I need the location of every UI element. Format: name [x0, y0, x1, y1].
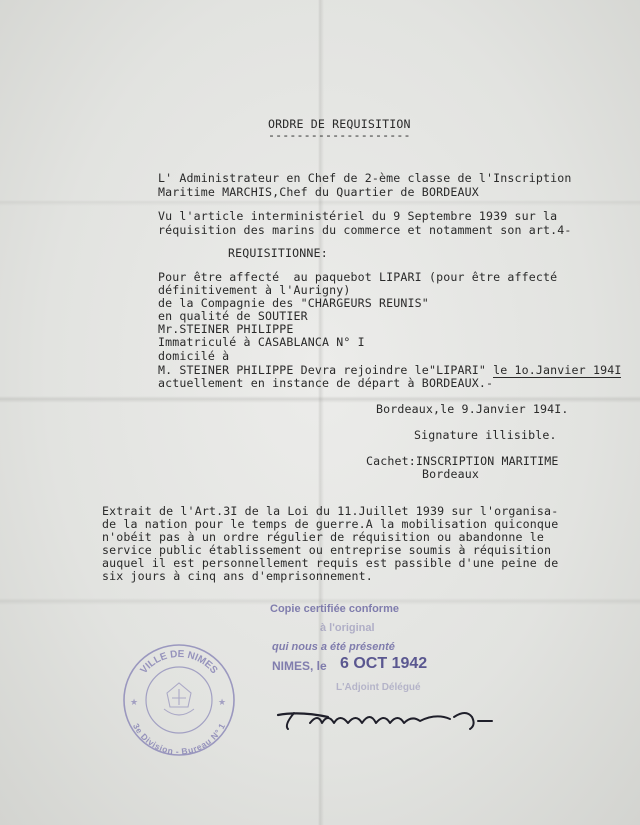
assignment-line: domicilé à — [158, 349, 230, 363]
city-seal — [122, 643, 236, 757]
legal-basis-line-1: Vu l'article interministériel du 9 Septembre 1939 sur la — [158, 209, 558, 223]
document-title: ORDRE DE REQUISITION — [268, 117, 411, 131]
handwritten-signature — [270, 695, 500, 740]
signature-note: Signature illisible. — [414, 428, 557, 442]
title-underline: -------------------- — [268, 128, 411, 142]
extract-line: de la nation pour le temps de guerre.A la mobilisation quiconque — [102, 517, 559, 531]
stamp-date: 6 OCT 1942 — [340, 655, 428, 672]
svg-text:★: ★ — [130, 698, 139, 708]
cachet-city: Bordeaux — [422, 467, 480, 481]
rejoin-text: M. STEINER PHILIPPE Devra rejoindre le"LIPARI" — [158, 363, 494, 377]
assignment-line: de la Compagnie des "CHARGEURS REUNIS" — [158, 296, 429, 310]
place-date: Bordeaux,le 9.Janvier 194I. — [376, 402, 569, 416]
rejoin-date: le 1o.Janvier 194I — [493, 363, 622, 377]
assignment-line: Pour être affecté au paquebot LIPARI (pour être affecté — [158, 270, 558, 284]
extract-line: Extrait de l'Art.3I de la Loi du 11.Juillet 1939 sur l'organisa- — [102, 504, 559, 518]
seal-top-text: VILLE DE NIMES — [138, 648, 220, 677]
svg-text:3e Division - Bureau N° 1 — [131, 721, 227, 756]
extract-line: n'obéit pas à un ordre régulier de réquisition ou abandonne le — [102, 530, 545, 544]
requisitionne-heading: REQUISITIONNE: — [228, 246, 328, 260]
cachet-line: Cachet:INSCRIPTION MARITIME — [366, 454, 559, 468]
stamp-line-1: Copie certifiée conforme — [270, 603, 399, 615]
extract-line: service public établissement ou entreprise soumis à réquisition — [102, 543, 552, 557]
assignment-line: Mr.STEINER PHILIPPE — [158, 322, 294, 336]
assignment-line: en qualité de SOUTIER — [158, 309, 308, 323]
extract-line: six jours à cinq ans d'emprisonnement. — [102, 569, 373, 583]
rejoin-line — [158, 363, 621, 377]
seal-bottom-text: 3e Division - Bureau N° 1 — [130, 721, 228, 757]
issuer-line-2: Maritime MARCHIS,Chef du Quartier de BORDEAUX — [158, 185, 479, 199]
stamp-place: NIMES, le — [272, 659, 327, 673]
assignment-line: définitivement à l'Aurigny) — [158, 283, 351, 297]
extract-line: auquel il est personnellement requis est passible d'une peine de — [102, 556, 559, 570]
seal-emblem-icon — [164, 683, 194, 715]
stamp-line-2: à l'original — [320, 622, 375, 634]
stamp-line-3: qui nous a été présenté — [272, 641, 395, 653]
legal-basis-line-2: réquisition des marins du commerce et notamment son art.4- — [158, 223, 572, 237]
issuer-line-1: L' Administrateur en Chef de 2-ème classe de l'Inscription — [158, 171, 572, 185]
departure-line: actuellement en instance de départ à BORDEAUX.- — [158, 376, 494, 390]
svg-text:★: ★ — [218, 698, 227, 708]
stamp-line-5: L'Adjoint Délégué — [336, 682, 421, 693]
assignment-line: Immatriculé à CASABLANCA N° I — [158, 335, 365, 349]
